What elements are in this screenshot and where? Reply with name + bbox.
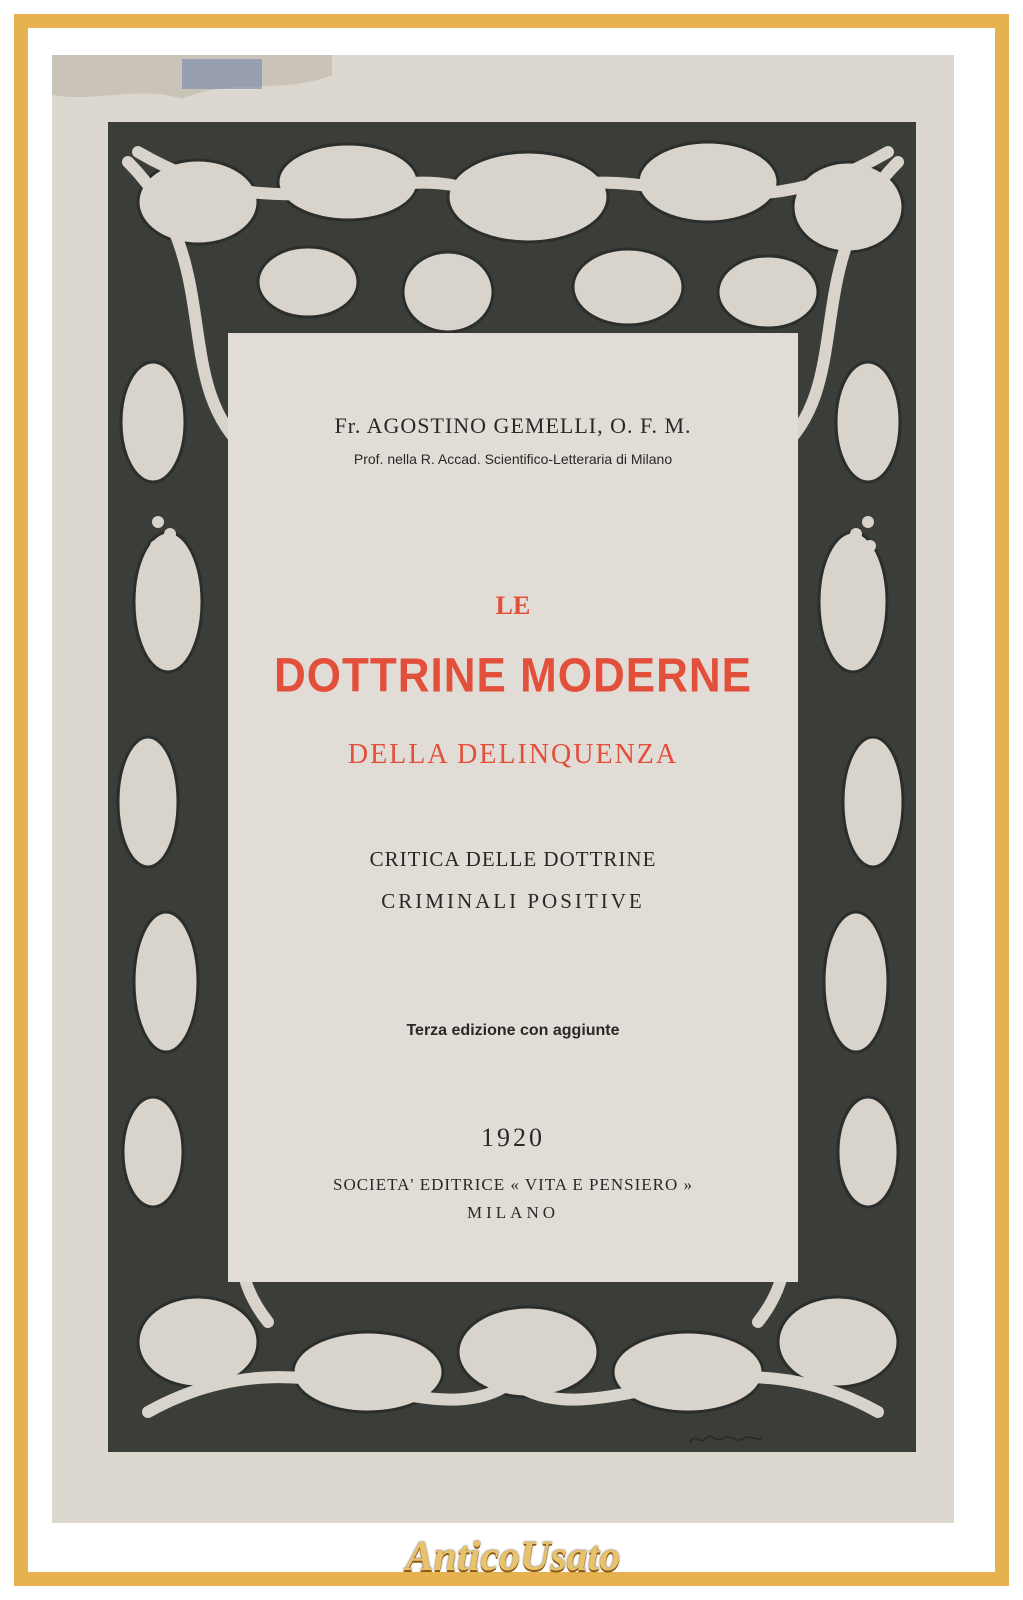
subtitle-line-1: CRITICA DELLE DOTTRINE xyxy=(369,847,657,871)
subtitle-line-2: CRIMINALI POSITIVE xyxy=(381,889,645,913)
publication-city: MILANO xyxy=(467,1203,559,1222)
edition-note: Terza edizione con aggiunte xyxy=(406,1022,620,1039)
author-name: Fr. AGOSTINO GEMELLI, O. F. M. xyxy=(334,413,692,438)
illustrator-signature xyxy=(686,1430,766,1448)
publisher-name: SOCIETA' EDITRICE « VITA E PENSIERO » xyxy=(332,1175,694,1194)
watermark-logo: AnticoUsato xyxy=(405,1534,621,1580)
book-title: DOTTRINE MODERNE xyxy=(274,648,752,703)
book-title-continuation: DELLA DELINQUENZA xyxy=(347,739,679,770)
title-panel xyxy=(228,333,798,1282)
author-affiliation: Prof. nella R. Accad. Scientifico-Letteraria di Milano xyxy=(353,451,673,467)
torn-corner xyxy=(52,55,332,103)
title-article: LE xyxy=(495,591,531,620)
publication-year: 1920 xyxy=(481,1123,545,1152)
